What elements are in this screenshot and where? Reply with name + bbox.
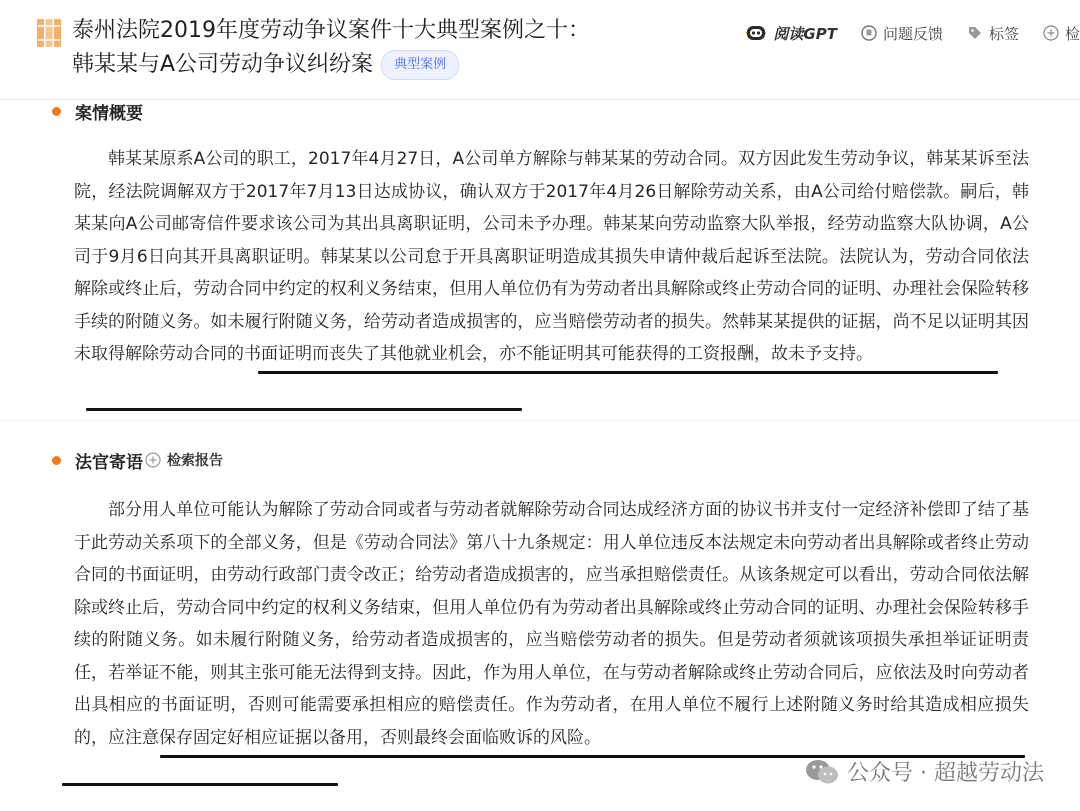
search-report-link[interactable]: 检索报告 (167, 453, 223, 469)
wechat-watermark (805, 756, 1044, 787)
page-header (0, 0, 1080, 100)
feedback-label: 问题反馈 (882, 24, 943, 43)
toolbar (745, 20, 1080, 46)
document-icon (36, 18, 62, 48)
case-type-badge[interactable]: 典型案例 (381, 50, 459, 80)
header-divider (0, 99, 1080, 100)
tag-icon (967, 25, 983, 41)
search-tool-label: 检 (1064, 24, 1080, 43)
tags-label: 标签 (988, 24, 1019, 43)
robot-icon (745, 23, 767, 43)
annotation-underline (62, 783, 338, 786)
judge-remarks-paragraph: 部分用人单位可能认为解除了劳动合同或者与劳动者就解除劳动合同达成经济方面的协议书并支付一定经济补偿即了结了基于此劳动关系项下的全部义务，但是《劳动合同法》第八十九条规定：用人单位违反本法规定未向劳动者出具解除或者终止劳动合同的书面证明，由劳动行政部门责令改正；给劳动者造成损害的，应当承担赔偿责任。从该条规定可以看出，劳动合同依法解除或终止后，劳动合同中约定的权利义务结束，但用人单位仍有为劳动者出具解除或终止劳动合同的证明、办理社会保险转移手续的附随义务。如未履行附随义务，给劳动者造成损害的，应当赔偿劳动者的损失。但是劳动者须就该项损失承担举证证明责任，若举证不能，则其主张可能无法得到支持。因此，作为用人单位，在与劳动者解除或终止劳动合同后，应依法及时向劳动者出具相应的书面证明，否则可能需要承担相应的赔偿责任。作为劳动者，在用人单位不履行上述附随义务时给其造成相应损失的，应注意保存固定好相应证据以备用，否则最终会面临败诉的风险。 (74, 500, 1029, 748)
section-1-title: 案情概要 (75, 103, 143, 124)
plus-circle-icon (1043, 25, 1059, 41)
search-tool-button[interactable] (1043, 23, 1080, 44)
wechat-icon (805, 758, 839, 786)
bullet-dot (52, 107, 61, 116)
section-case-summary-heading (52, 98, 143, 124)
read-gpt-button[interactable] (745, 23, 837, 44)
title-line-1: 泰州法院2019年度劳动争议案件十大典型案例之十： (72, 18, 590, 43)
feedback-icon (861, 25, 877, 41)
annotation-underline (258, 371, 998, 374)
read-gpt-label: 阅读GPT (773, 24, 837, 43)
bullet-dot (52, 456, 61, 465)
section-separator (0, 420, 1080, 421)
feedback-button[interactable] (861, 23, 943, 44)
tags-button[interactable] (967, 23, 1019, 44)
page-title (72, 14, 590, 82)
case-summary-paragraph: 韩某某原系A公司的职工，2017年4月27日，A公司单方解除与韩某某的劳动合同。双方因此发生劳动争议，韩某某诉至法院，经法院调解双方于2017年7月13日达成协议，确认双方于2017年4月26日解除劳动关系，由A公司给付赔偿款。嗣后，韩某某向A公司邮寄信件要求该公司为其出具离职证明，公司未予办理。韩某某向劳动监察大队举报，经劳动监察大队协调，A公司于9月6日向其开具离职证明。韩某某以公司怠于开具离职证明造成其损失申请仲裁后起诉至法院。法院认为，劳动合同依法解除或终止后，劳动合同中约定的权利义务结束，但用人单位仍有为劳动者出具解除或终止劳动合同的证明、办理社会保险转移手续的附随义务。如未履行附随义务，给劳动者造成损害的，应当赔偿劳动者的损失。然韩某某提供的证据，尚不足以证明其因未取得解除劳动合同的书面证明而丧失了其他就业机会，亦不能证明其可能获得的工资报酬，故未予支持。 (74, 149, 1029, 364)
section-2-title: 法官寄语 (75, 452, 143, 473)
plus-circle-icon[interactable] (145, 452, 161, 468)
title-line-2: 韩某某与A公司劳动争议纠纷案 (72, 52, 374, 77)
watermark-text: 公众号 · 超越劳动法 (847, 761, 1044, 786)
section-judge-remarks-heading (52, 447, 223, 473)
annotation-underline (86, 408, 522, 411)
